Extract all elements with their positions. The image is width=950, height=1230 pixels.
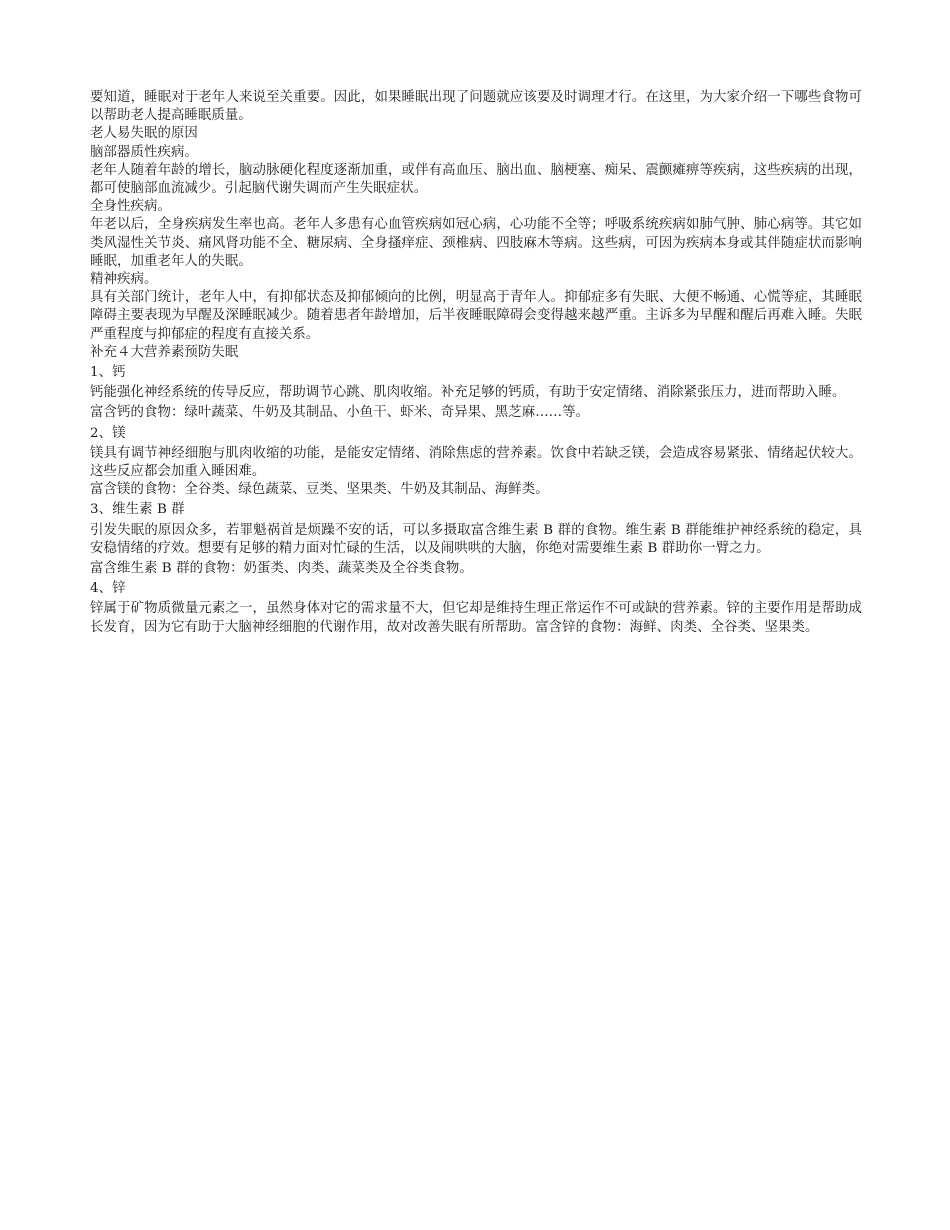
subheading-magnesium: 2、镁 — [90, 425, 126, 441]
paragraph-zinc: 锌属于矿物质微量元素之一，虽然身体对它的需求量不大，但它却是维持生理正常运作不可或缺的营养素。锌的主要作用是帮助成长发育，因为它有助于大脑神经细胞的代谢作用，故对改善失眠有所帮助。富含锌的食物：海鲜、肉类、全谷类、坚果类。 — [90, 601, 862, 635]
paragraph-brain-disease: 老年人随着年龄的增长，脑动脉硬化程度逐渐加重，或伴有高血压、脑出血、脑梗塞、痴呆、震颤瘫痹等疾病，这些疾病的出现，都可使脑部血流减少。引起脑代谢失调而产生失眠症状。 — [90, 162, 862, 197]
subheading-mental-disease: 精神疾病。 — [90, 272, 158, 288]
subheading-brain-disease: 脑部器质性疾病。 — [90, 144, 198, 160]
section-heading-nutrients: 补充４大营养素预防失眠 — [90, 344, 239, 360]
subheading-vitamin-b: 3、维生素 B 群 — [90, 502, 185, 518]
paragraph-calcium-foods: 富含钙的食物：绿叶蔬菜、牛奶及其制品、小鱼干、虾米、奇异果、黑芝麻……等。 — [90, 405, 590, 421]
subheading-zinc: 4、锌 — [90, 581, 126, 597]
paragraph-magnesium-foods: 富含镁的食物：全谷类、绿色蔬菜、豆类、坚果类、牛奶及其制品、海鲜类。 — [90, 482, 549, 498]
paragraph-vitamin-b-foods: 富含维生素 B 群的食物：奶蛋类、肉类、蔬菜类及全谷类食物。 — [90, 561, 473, 577]
section-heading-causes: 老人易失眠的原因 — [90, 126, 198, 142]
paragraph-calcium: 钙能强化神经系统的传导反应，帮助调节心跳、肌肉收缩。补充足够的钙质，有助于安定情绪、消除紧张压力，进而帮助入睡。 — [90, 385, 846, 401]
paragraph-systemic-disease: 年老以后，全身疾病发生率也高。老年人多患有心血管疾病如冠心病，心功能不全等；呼吸系统疾病如肺气肿、肺心病等。其它如类风湿性关节炎、痛风肾功能不全、糖尿病、全身搔痒症、颈椎病、四肢麻木等病。这些病，可因为疾病本身或其伴随症状而影响睡眠，加重老年人的失眠。 — [90, 217, 862, 269]
subheading-calcium: 1、钙 — [90, 365, 126, 381]
paragraph-vitamin-b: 引发失眠的原因众多，若罪魁祸首是烦躁不安的话，可以多摄取富含维生素 B 群的食物。维生素 B 群能维护神经系统的稳定，具安稳情绪的疗效。想要有足够的精力面对忙碌的生活，以及闹哄哄的大脑，你绝对需要维生素 B 群助你一臂之力。 — [90, 522, 862, 556]
paragraph-magnesium: 镁具有调节神经细胞与肌肉收缩的功能，是能安定情绪、消除焦虑的营养素。饮食中若缺乏镁，会造成容易紧张、情绪起伏较大。这些反应都会加重入睡困难。 — [90, 445, 862, 480]
document-body — [90, 89, 862, 637]
paragraph-mental-disease: 具有关部门统计，老年人中，有抑郁状态及抑郁倾向的比例，明显高于青年人。抑郁症多有失眠、大便不畅通、心慌等症，其睡眠障碍主要表现为早醒及深睡眠减少。随着患者年龄增加，后半夜睡眠障碍会变得越来越严重。主诉多为早醒和醒后再难入睡。失眠严重程度与抑郁症的程度有直接关系。 — [90, 290, 862, 342]
subheading-systemic-disease: 全身性疾病。 — [90, 199, 171, 215]
intro-paragraph: 要知道，睡眠对于老年人来说至关重要。因此，如果睡眠出现了问题就应该要及时调理才行。在这里，为大家介绍一下哪些食物可以帮助老人提高睡眠质量。 — [90, 90, 862, 124]
